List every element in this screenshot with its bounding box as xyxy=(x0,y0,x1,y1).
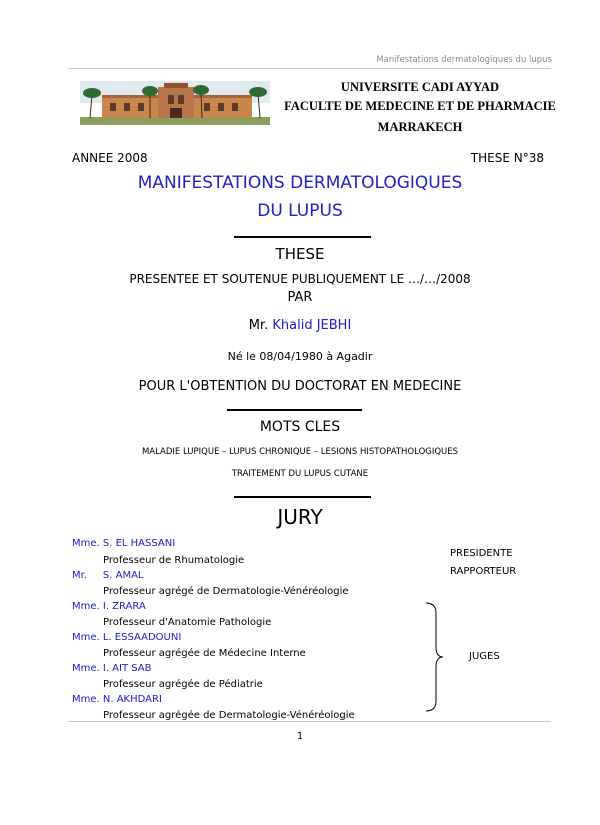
separator-1 xyxy=(234,236,371,238)
judges-brace-icon xyxy=(424,601,446,713)
jury-member-name: Mme. S. EL HASSANI xyxy=(72,538,176,549)
university-name: UNIVERSITE CADI AYYAD xyxy=(340,80,500,94)
jury-member-name: Mme. I. AIT SAB xyxy=(72,663,152,674)
separator-3 xyxy=(234,496,371,498)
header-rule xyxy=(68,68,551,69)
jury-member-title: Professeur agrégée de Pédiatrie xyxy=(103,679,263,690)
jury-member-title: Professeur d'Anatomie Pathologie xyxy=(103,617,272,628)
role-judges: JUGES xyxy=(469,651,500,662)
role-president: PRESIDENTE xyxy=(450,548,513,559)
separator-2 xyxy=(227,409,362,411)
running-header: Manifestations dermatologiques du lupus xyxy=(376,55,552,65)
title-line-1: MANIFESTATIONS DERMATOLOGIQUES xyxy=(137,173,463,193)
title-line-2: DU LUPUS xyxy=(257,201,343,221)
thesis-number: THESE N°38 xyxy=(470,151,544,165)
academic-year: ANNEE 2008 xyxy=(72,151,148,165)
jury-member-name: Mme. N. AKHDARI xyxy=(72,694,162,705)
jury-member-title: Professeur agrégé de Dermatologie-Vénéréologie xyxy=(103,586,349,597)
role-rapporteur: RAPPORTEUR xyxy=(450,566,517,577)
jury-member-title: Professeur agrégée de Dermatologie-Vénéréologie xyxy=(103,710,355,721)
author-name: Khalid JEBHI xyxy=(272,318,352,333)
jury-member-name: Mme. L. ESSAADOUNI xyxy=(72,632,182,643)
footer-rule xyxy=(68,721,551,722)
thesis-heading: THESE xyxy=(275,245,325,263)
city-name: MARRAKECH xyxy=(377,120,463,134)
faculty-logo xyxy=(80,81,270,125)
jury-member-title: Professeur agrégée de Médecine Interne xyxy=(103,648,306,659)
jury-member-name: Mme. I. ZRARA xyxy=(72,601,146,612)
keywords-line-2: TRAITEMENT DU LUPUS CUTANE xyxy=(231,469,369,479)
degree-purpose: POUR L'OBTENTION DU DOCTORAT EN MEDECINE xyxy=(138,379,462,394)
jury-member-title: Professeur de Rhumatologie xyxy=(103,555,245,566)
jury-heading: JURY xyxy=(277,505,323,529)
jury-member-name: Mr. S. AMAL xyxy=(72,570,144,581)
keywords-line-1: MALADIE LUPIQUE – LUPUS CHRONIQUE – LESIONS HISTOPATHOLOGIQUES xyxy=(141,447,459,457)
author-prefix: Mr. xyxy=(248,318,269,333)
keywords-heading: MOTS CLES xyxy=(259,419,341,435)
page-number: 1 xyxy=(296,731,304,742)
author-line xyxy=(0,318,600,333)
by-line: PAR xyxy=(287,290,313,305)
presentation-line: PRESENTEE ET SOUTENUE PUBLIQUEMENT LE …/…/2008 xyxy=(129,272,471,286)
birth-info: Né le 08/04/1980 à Agadir xyxy=(227,350,373,363)
faculty-name: FACULTE DE MEDECINE ET DE PHARMACIE xyxy=(284,99,556,113)
